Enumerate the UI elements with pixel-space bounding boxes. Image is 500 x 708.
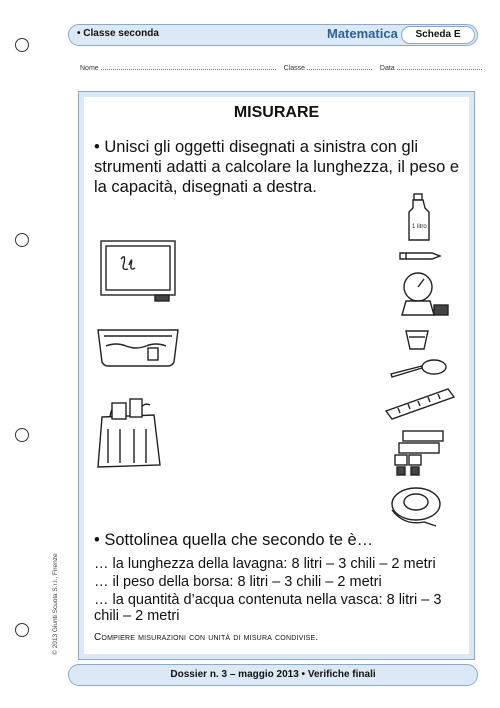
blackboard-image[interactable]: [99, 237, 179, 305]
option-blackboard[interactable]: … la lunghezza della lavagna: 8 litri – 3 chili – 2 metri: [94, 556, 436, 572]
sheet-badge: Scheda E: [401, 26, 475, 44]
tape-measure-image[interactable]: [384, 482, 452, 530]
binder-hole: [15, 428, 29, 442]
class-field[interactable]: [307, 63, 372, 70]
binder-hole: [15, 38, 29, 52]
page-title: MISURARE: [233, 104, 320, 121]
page-header: [68, 24, 478, 46]
option-tub[interactable]: … la quantità d’acqua contenuta nella vasca: 8 litri – 3 chili – 2 metri: [94, 592, 442, 624]
spoon-image[interactable]: [388, 357, 448, 381]
bag-image[interactable]: [94, 389, 169, 469]
binder-hole: [15, 233, 29, 247]
task-2-instructions: • Sottolinea quella che secondo te è…: [94, 531, 374, 549]
class-label: • Classe seconda: [77, 28, 159, 39]
binder-hole: [15, 623, 29, 637]
name-label: Nome: [80, 65, 99, 72]
task-1-instructions: • Unisci gli oggetti disegnati a sinistra con gli strumenti adatti a calcolare la lunghezza, il peso e la capacità, disegnati a destra.: [94, 138, 460, 196]
teacher-note: Compiere misurazioni con unità di misura condivise.: [94, 632, 319, 643]
bottle-image[interactable]: [404, 192, 434, 244]
blocks-image[interactable]: [389, 427, 449, 479]
pencil-image[interactable]: [398, 247, 444, 265]
cup-image[interactable]: [402, 327, 434, 353]
exercise-panel: [78, 91, 475, 660]
date-field[interactable]: [397, 63, 482, 70]
student-fields: [80, 63, 480, 72]
scale-image[interactable]: [392, 269, 452, 321]
subject-label: Matematica: [327, 26, 398, 41]
copyright-text: © 2013 Giunti Scuola S.r.l., Firenze: [52, 553, 59, 655]
ruler-image[interactable]: [384, 387, 456, 421]
class-field-label: Classe: [283, 65, 305, 72]
name-field[interactable]: [101, 63, 276, 70]
aquarium-image[interactable]: [94, 322, 182, 370]
date-label: Data: [379, 65, 395, 72]
option-bag[interactable]: … il peso della borsa: 8 litri – 3 chili – 2 metri: [94, 574, 382, 590]
bottle-label: 1 litro: [412, 224, 427, 230]
page-footer: Dossier n. 3 – maggio 2013 • Verifiche finali: [68, 664, 478, 686]
